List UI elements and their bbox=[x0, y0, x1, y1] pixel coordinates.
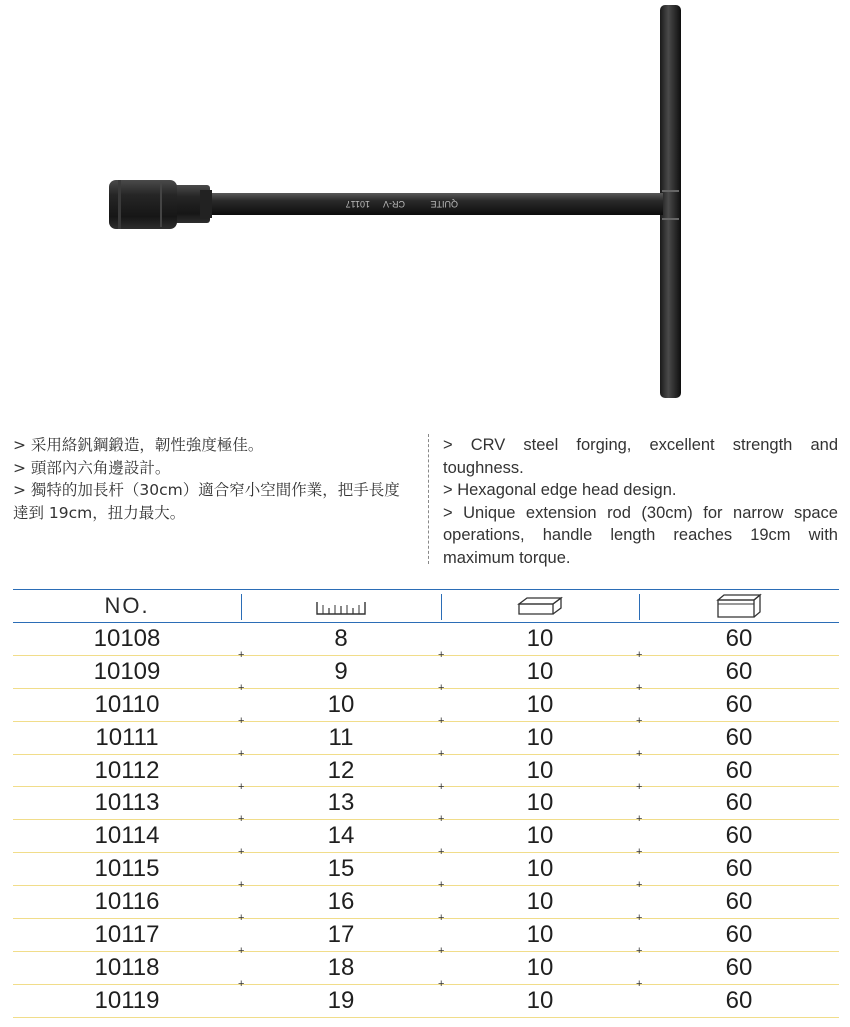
cell-item-no: 10116 bbox=[94, 888, 160, 916]
grid-cross-mark: + bbox=[238, 747, 245, 760]
inner-box-icon bbox=[515, 594, 565, 618]
grid-cross-mark: + bbox=[438, 912, 445, 925]
description-divider bbox=[428, 434, 429, 564]
grid-cross-mark: + bbox=[636, 714, 643, 727]
grid-cross-mark: + bbox=[238, 945, 245, 958]
table-row bbox=[13, 952, 839, 990]
cell-size: 8 bbox=[334, 625, 348, 652]
cell-carton-qty: 60 bbox=[725, 756, 753, 784]
cell-inner-qty: 10 bbox=[526, 986, 554, 1014]
cell-item-no: 10113 bbox=[94, 789, 160, 817]
description-en-line: > Hexagonal edge head design. bbox=[443, 481, 677, 500]
cell-item-no: 10111 bbox=[95, 723, 159, 751]
description-zh-line: > 頭部內六角邊設計。 bbox=[13, 458, 171, 477]
cell-inner-qty: 10 bbox=[526, 888, 554, 916]
description-chinese bbox=[13, 434, 413, 524]
grid-cross-mark: + bbox=[238, 649, 245, 661]
cell-inner-qty: 10 bbox=[526, 953, 554, 981]
cell-size: 18 bbox=[327, 953, 355, 981]
handle-bar bbox=[660, 5, 681, 398]
cell-size: 12 bbox=[327, 756, 355, 784]
product-image bbox=[0, 0, 850, 410]
cell-carton-qty: 60 bbox=[725, 723, 753, 751]
cell-size: 16 bbox=[327, 888, 355, 916]
cell-size: 13 bbox=[327, 789, 355, 817]
carton-box-icon bbox=[714, 592, 764, 620]
cell-inner-qty: 10 bbox=[526, 657, 554, 685]
cell-size: 17 bbox=[327, 921, 355, 949]
grid-cross-mark: + bbox=[636, 912, 643, 925]
table-row bbox=[13, 853, 839, 892]
cell-carton-qty: 60 bbox=[725, 690, 753, 718]
cell-item-no: 10110 bbox=[94, 690, 160, 718]
grid-cross-mark: + bbox=[438, 681, 445, 694]
cell-carton-qty: 60 bbox=[725, 855, 753, 883]
cell-carton-qty: 60 bbox=[725, 625, 753, 652]
cell-inner-qty: 10 bbox=[526, 789, 554, 817]
description-en-line: > Unique extension rod (30cm) for narrow space operations, handle length reaches 19cm with maximum torque. bbox=[443, 503, 838, 567]
description-zh-line: > 采用絡釩鋼鍛造，韌性強度極佳。 bbox=[13, 436, 264, 454]
cell-size: 11 bbox=[328, 723, 354, 751]
grid-cross-mark: + bbox=[438, 714, 445, 727]
cell-item-no: 10118 bbox=[94, 953, 160, 981]
engraving-model: 10117 bbox=[345, 199, 370, 209]
cell-carton-qty: 60 bbox=[725, 921, 753, 949]
grid-cross-mark: + bbox=[438, 649, 445, 661]
header-size bbox=[241, 590, 441, 622]
grid-cross-mark: + bbox=[438, 945, 445, 958]
table-row bbox=[13, 787, 839, 826]
cell-item-no: 10119 bbox=[94, 986, 160, 1014]
cell-carton-qty: 60 bbox=[725, 953, 753, 981]
header-no-label: NO. bbox=[104, 593, 150, 618]
table-row bbox=[13, 623, 839, 661]
engraving-material: CR-V bbox=[383, 199, 405, 209]
grid-cross-mark: + bbox=[238, 714, 245, 727]
cell-inner-qty: 10 bbox=[526, 855, 554, 883]
header-no bbox=[13, 590, 241, 622]
cell-carton-qty: 60 bbox=[725, 789, 753, 817]
cell-item-no: 10108 bbox=[93, 625, 161, 652]
table-row bbox=[13, 985, 839, 1018]
grid-cross-mark: + bbox=[636, 846, 643, 859]
grid-cross-mark: + bbox=[238, 977, 245, 990]
grid-cross-mark: + bbox=[438, 747, 445, 760]
cell-inner-qty: 10 bbox=[526, 690, 554, 718]
grid-cross-mark: + bbox=[438, 813, 445, 826]
cell-item-no: 10109 bbox=[93, 657, 161, 685]
cell-item-no: 10114 bbox=[94, 822, 160, 850]
grid-cross-mark: + bbox=[238, 846, 245, 859]
cell-item-no: 10112 bbox=[94, 756, 160, 784]
cell-inner-qty: 10 bbox=[526, 625, 554, 652]
table-header bbox=[13, 589, 839, 623]
cell-size: 10 bbox=[327, 690, 355, 718]
cell-size: 14 bbox=[327, 822, 355, 850]
grid-cross-mark: + bbox=[238, 912, 245, 925]
grid-cross-mark: + bbox=[636, 780, 643, 793]
t-handle-wrench-illustration bbox=[0, 0, 850, 410]
grid-cross-mark: + bbox=[636, 649, 643, 661]
grid-cross-mark: + bbox=[438, 846, 445, 859]
cell-item-no: 10115 bbox=[94, 855, 160, 883]
grid-cross-mark: + bbox=[636, 945, 643, 958]
cell-carton-qty: 60 bbox=[725, 888, 753, 916]
table-row bbox=[13, 755, 839, 793]
table-row bbox=[13, 886, 839, 925]
grid-cross-mark: + bbox=[636, 879, 643, 892]
cell-inner-qty: 10 bbox=[526, 822, 554, 850]
grid-cross-mark: + bbox=[636, 813, 643, 826]
grid-cross-mark: + bbox=[438, 977, 445, 990]
description-english bbox=[443, 434, 838, 570]
table-row bbox=[13, 656, 839, 694]
grid-cross-mark: + bbox=[238, 813, 245, 826]
grid-cross-mark: + bbox=[238, 681, 245, 694]
cell-size: 19 bbox=[327, 986, 355, 1014]
mm-ruler-icon bbox=[313, 596, 369, 616]
cell-inner-qty: 10 bbox=[526, 723, 554, 751]
grid-cross-mark: + bbox=[636, 681, 643, 694]
grid-cross-mark: + bbox=[636, 747, 643, 760]
grid-cross-mark: + bbox=[636, 977, 643, 990]
cell-size: 9 bbox=[334, 657, 348, 685]
grid-cross-mark: + bbox=[438, 780, 445, 793]
cell-carton-qty: 60 bbox=[725, 986, 753, 1014]
description-zh-line: > 獨特的加長杆（30cm）適合窄小空間作業，把手長度達到 19cm，扭力最大。 bbox=[13, 481, 400, 522]
cell-inner-qty: 10 bbox=[526, 756, 554, 784]
cell-size: 15 bbox=[327, 855, 355, 883]
description-en-line: > CRV steel forging, excellent strength and toughness. bbox=[443, 436, 838, 477]
cell-carton-qty: 60 bbox=[725, 657, 753, 685]
cell-item-no: 10117 bbox=[94, 921, 160, 949]
header-inner-box bbox=[441, 590, 639, 622]
grid-cross-mark: + bbox=[238, 879, 245, 892]
table-row bbox=[13, 722, 839, 760]
grid-cross-mark: + bbox=[438, 879, 445, 892]
cell-carton-qty: 60 bbox=[725, 822, 753, 850]
header-carton-box bbox=[639, 590, 839, 622]
table-body bbox=[13, 623, 839, 1018]
table-row bbox=[13, 820, 839, 859]
cell-inner-qty: 10 bbox=[526, 921, 554, 949]
spec-table bbox=[13, 589, 839, 1018]
grid-cross-mark: + bbox=[238, 780, 245, 793]
engraving-brand: QUITE bbox=[430, 199, 458, 209]
table-row bbox=[13, 919, 839, 958]
table-row bbox=[13, 689, 839, 727]
